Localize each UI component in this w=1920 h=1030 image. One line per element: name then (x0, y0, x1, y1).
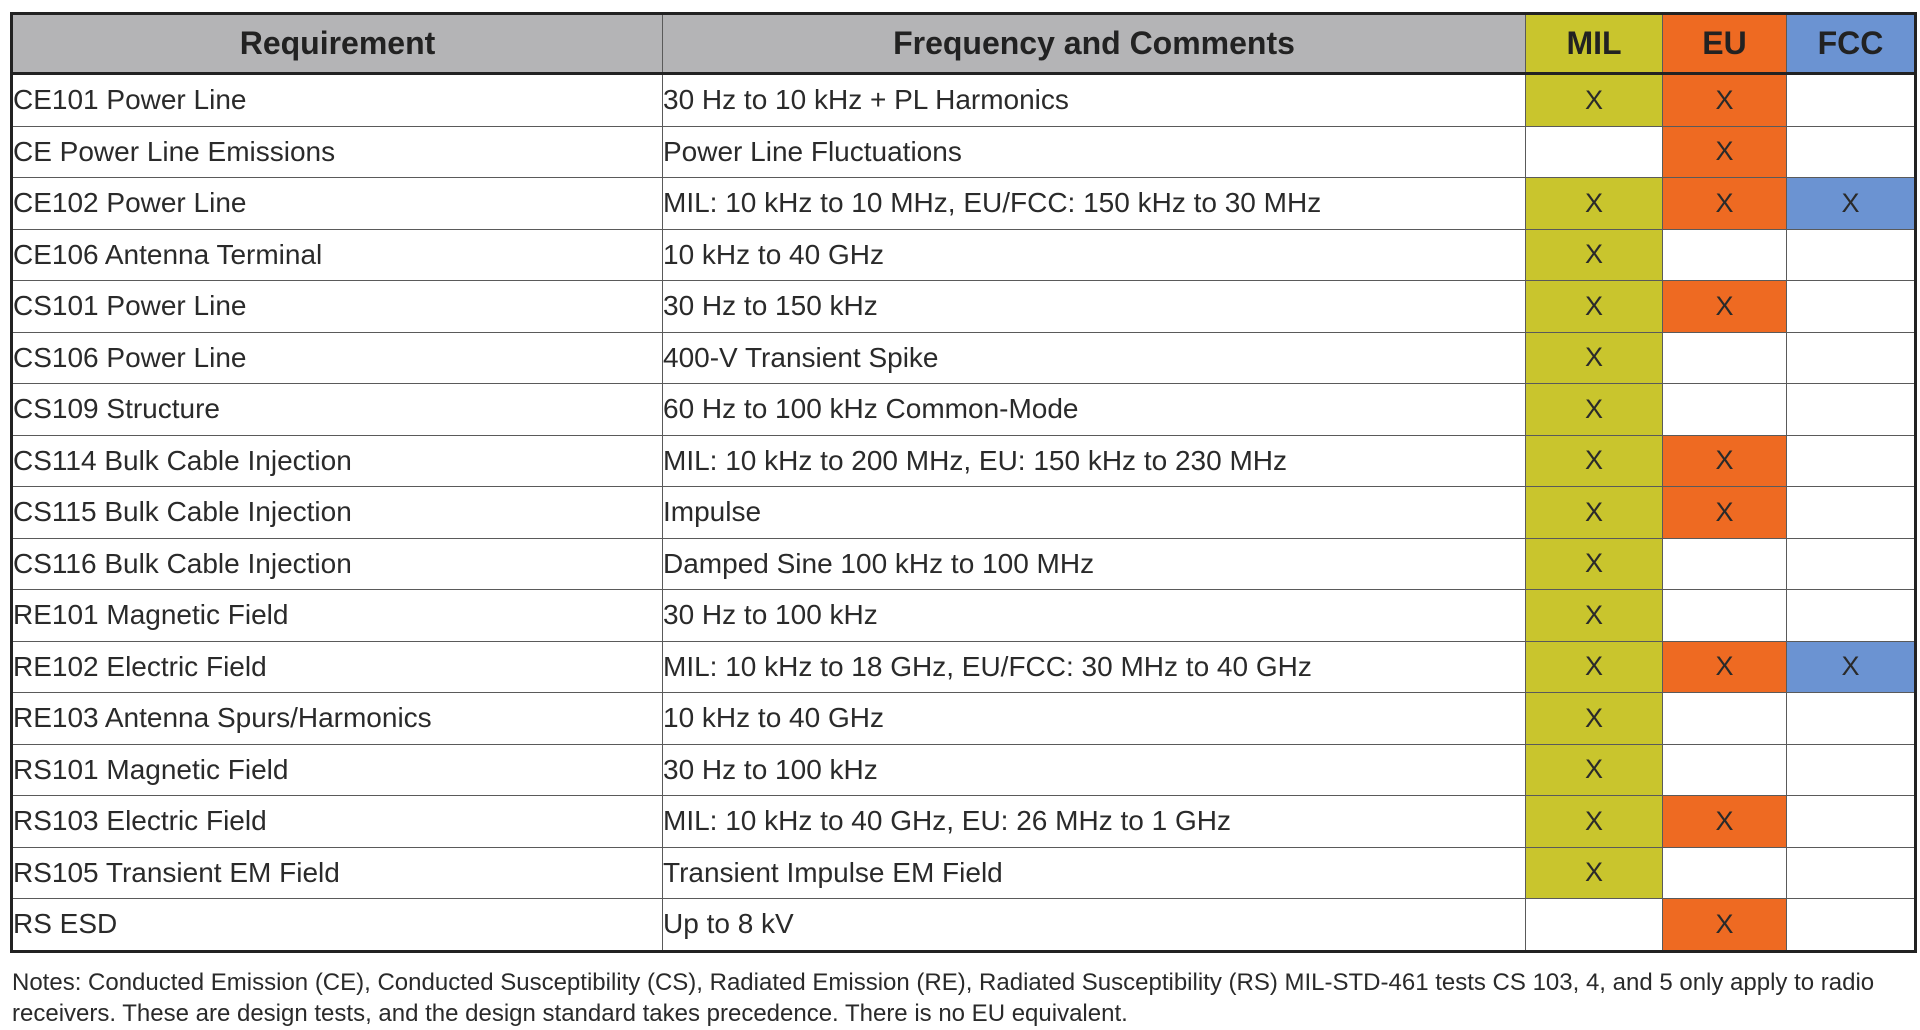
frequency-cell: Impulse (663, 487, 1526, 539)
requirement-cell: CE106 Antenna Terminal (12, 229, 663, 281)
eu-mark-cell (1663, 693, 1787, 745)
table-row (12, 281, 1916, 333)
fcc-mark-cell (1787, 229, 1916, 281)
frequency-cell: MIL: 10 kHz to 40 GHz, EU: 26 MHz to 1 GHz (663, 796, 1526, 848)
table-row (12, 590, 1916, 642)
requirement-cell: RS ESD (12, 899, 663, 952)
fcc-mark-cell (1787, 744, 1916, 796)
mil-mark-cell (1526, 899, 1663, 952)
fcc-mark-cell (1787, 281, 1916, 333)
table-row (12, 796, 1916, 848)
fcc-mark-cell (1787, 796, 1916, 848)
table-row (12, 538, 1916, 590)
mil-mark-cell: X (1526, 74, 1663, 127)
requirement-cell: RE102 Electric Field (12, 641, 663, 693)
requirement-cell: RE101 Magnetic Field (12, 590, 663, 642)
requirement-cell: CE102 Power Line (12, 178, 663, 230)
header-eu: EU (1663, 14, 1787, 74)
fcc-mark-cell (1787, 74, 1916, 127)
header-fcc: FCC (1787, 14, 1916, 74)
mil-mark-cell: X (1526, 796, 1663, 848)
eu-mark-cell: X (1663, 74, 1787, 127)
mil-mark-cell: X (1526, 178, 1663, 230)
frequency-cell: 400-V Transient Spike (663, 332, 1526, 384)
requirement-cell: RE103 Antenna Spurs/Harmonics (12, 693, 663, 745)
eu-mark-cell: X (1663, 796, 1787, 848)
eu-mark-cell (1663, 384, 1787, 436)
table-row (12, 74, 1916, 127)
table-row (12, 229, 1916, 281)
frequency-cell: MIL: 10 kHz to 10 MHz, EU/FCC: 150 kHz to 30 MHz (663, 178, 1526, 230)
frequency-cell: Transient Impulse EM Field (663, 847, 1526, 899)
table-row (12, 641, 1916, 693)
frequency-cell: 30 Hz to 10 kHz + PL Harmonics (663, 74, 1526, 127)
eu-mark-cell (1663, 744, 1787, 796)
frequency-cell: MIL: 10 kHz to 18 GHz, EU/FCC: 30 MHz to 40 GHz (663, 641, 1526, 693)
table-row (12, 384, 1916, 436)
table-header-row (12, 14, 1916, 74)
mil-mark-cell: X (1526, 847, 1663, 899)
mil-mark-cell: X (1526, 435, 1663, 487)
mil-mark-cell: X (1526, 641, 1663, 693)
frequency-cell: 10 kHz to 40 GHz (663, 229, 1526, 281)
frequency-cell: MIL: 10 kHz to 200 MHz, EU: 150 kHz to 230 MHz (663, 435, 1526, 487)
header-mil: MIL (1526, 14, 1663, 74)
eu-mark-cell: X (1663, 899, 1787, 952)
fcc-mark-cell (1787, 538, 1916, 590)
table-row (12, 178, 1916, 230)
mil-mark-cell: X (1526, 281, 1663, 333)
requirements-table (10, 12, 1917, 953)
requirement-cell: CS101 Power Line (12, 281, 663, 333)
table-row (12, 332, 1916, 384)
mil-mark-cell: X (1526, 332, 1663, 384)
fcc-mark-cell (1787, 899, 1916, 952)
requirement-cell: RS105 Transient EM Field (12, 847, 663, 899)
mil-mark-cell: X (1526, 384, 1663, 436)
table-row (12, 693, 1916, 745)
requirement-cell: RS101 Magnetic Field (12, 744, 663, 796)
eu-mark-cell: X (1663, 281, 1787, 333)
fcc-mark-cell: X (1787, 641, 1916, 693)
eu-mark-cell: X (1663, 178, 1787, 230)
mil-mark-cell: X (1526, 693, 1663, 745)
table-row (12, 487, 1916, 539)
frequency-cell: Power Line Fluctuations (663, 126, 1526, 178)
eu-mark-cell (1663, 538, 1787, 590)
fcc-mark-cell (1787, 693, 1916, 745)
requirement-cell: CS109 Structure (12, 384, 663, 436)
mil-mark-cell: X (1526, 229, 1663, 281)
mil-mark-cell: X (1526, 744, 1663, 796)
table-body (12, 74, 1916, 952)
table-row (12, 126, 1916, 178)
requirement-cell: RS103 Electric Field (12, 796, 663, 848)
eu-mark-cell: X (1663, 435, 1787, 487)
mil-mark-cell (1526, 126, 1663, 178)
frequency-cell: Damped Sine 100 kHz to 100 MHz (663, 538, 1526, 590)
eu-mark-cell (1663, 847, 1787, 899)
table-row (12, 847, 1916, 899)
requirements-document (10, 12, 1914, 1029)
frequency-cell: 30 Hz to 150 kHz (663, 281, 1526, 333)
eu-mark-cell: X (1663, 126, 1787, 178)
header-frequency-and-comments: Frequency and Comments (663, 14, 1526, 74)
mil-mark-cell: X (1526, 487, 1663, 539)
fcc-mark-cell: X (1787, 178, 1916, 230)
fcc-mark-cell (1787, 487, 1916, 539)
eu-mark-cell: X (1663, 641, 1787, 693)
frequency-cell: 30 Hz to 100 kHz (663, 590, 1526, 642)
fcc-mark-cell (1787, 847, 1916, 899)
requirement-cell: CE Power Line Emissions (12, 126, 663, 178)
requirement-cell: CE101 Power Line (12, 74, 663, 127)
eu-mark-cell (1663, 332, 1787, 384)
requirement-cell: CS106 Power Line (12, 332, 663, 384)
eu-mark-cell (1663, 229, 1787, 281)
requirement-cell: CS114 Bulk Cable Injection (12, 435, 663, 487)
frequency-cell: 30 Hz to 100 kHz (663, 744, 1526, 796)
requirement-cell: CS115 Bulk Cable Injection (12, 487, 663, 539)
fcc-mark-cell (1787, 126, 1916, 178)
frequency-cell: 60 Hz to 100 kHz Common-Mode (663, 384, 1526, 436)
requirement-cell: CS116 Bulk Cable Injection (12, 538, 663, 590)
table-row (12, 744, 1916, 796)
table-row (12, 435, 1916, 487)
header-requirement: Requirement (12, 14, 663, 74)
mil-mark-cell: X (1526, 590, 1663, 642)
frequency-cell: Up to 8 kV (663, 899, 1526, 952)
table-row (12, 899, 1916, 952)
mil-mark-cell: X (1526, 538, 1663, 590)
fcc-mark-cell (1787, 332, 1916, 384)
eu-mark-cell: X (1663, 487, 1787, 539)
fcc-mark-cell (1787, 384, 1916, 436)
frequency-cell: 10 kHz to 40 GHz (663, 693, 1526, 745)
table-notes: Notes: Conducted Emission (CE), Conducted Susceptibility (CS), Radiated Emission (RE), Radiated Susceptibility (RS) MIL-STD-461 tests CS 103, 4, and 5 only apply to radio receivers. These are design tests, and the design standard takes precedence. There is no EU equivalent. (12, 968, 1875, 1027)
eu-mark-cell (1663, 590, 1787, 642)
fcc-mark-cell (1787, 435, 1916, 487)
fcc-mark-cell (1787, 590, 1916, 642)
